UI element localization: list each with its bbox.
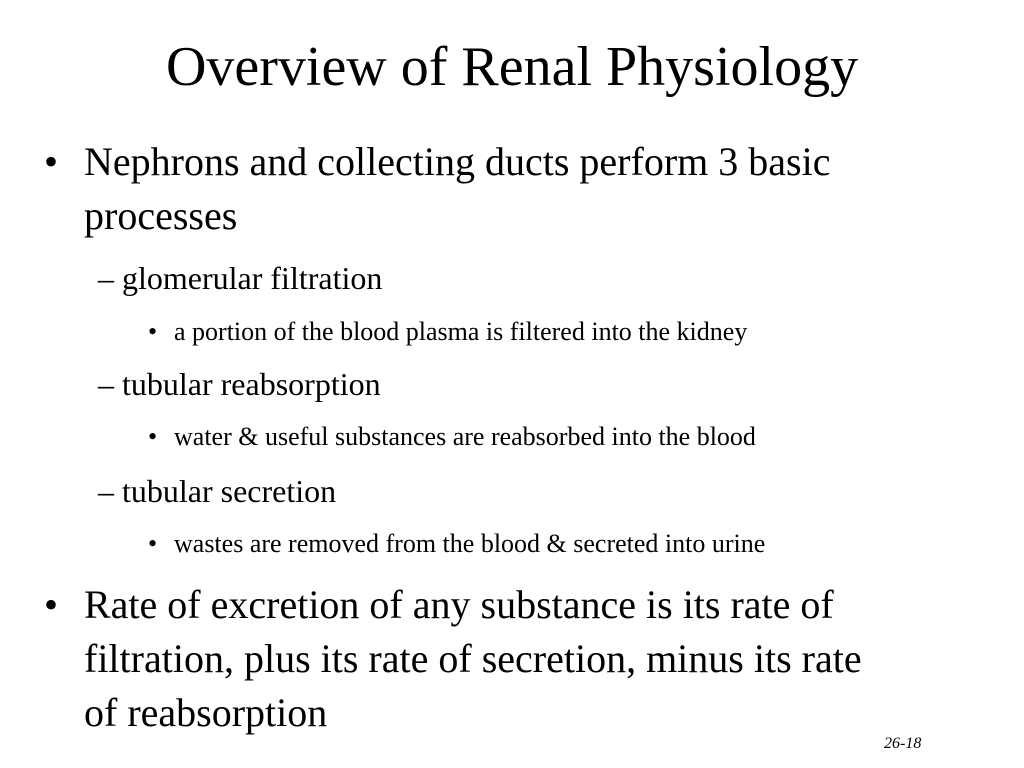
sub-bullet-label: glomerular filtration xyxy=(122,260,383,296)
bullet-text-line: Nephrons and collecting ducts perform 3 basic xyxy=(84,139,831,184)
sub-bullet-glomerular-filtration xyxy=(98,258,382,298)
dash-marker: – xyxy=(98,260,114,296)
dash-marker: – xyxy=(98,473,114,509)
bullet-marker: • xyxy=(44,139,59,184)
sub-bullet-tubular-secretion xyxy=(98,471,336,511)
detail-text: a portion of the blood plasma is filtered into the kidney xyxy=(174,317,748,346)
bullet-text-line: of reabsorption xyxy=(84,690,328,735)
dash-marker: – xyxy=(98,366,114,402)
bullet-marker: • xyxy=(148,529,158,558)
bullet-text-line: processes xyxy=(84,193,238,238)
bullet-marker: • xyxy=(44,582,59,627)
bullet-text-line: filtration, plus its rate of secretion, minus its rate xyxy=(84,636,862,681)
sub-bullet-label: tubular secretion xyxy=(122,473,337,509)
bullet-text-line: Rate of excretion of any substance is its rate of xyxy=(84,582,834,627)
sub-bullet-tubular-reabsorption xyxy=(98,364,381,404)
bullet-marker: • xyxy=(148,422,158,451)
slide-title: Overview of Renal Physiology xyxy=(165,36,859,98)
detail-text: wastes are removed from the blood & secreted into urine xyxy=(174,529,766,558)
sub-bullet-label: tubular reabsorption xyxy=(122,366,381,402)
bullet-marker: • xyxy=(148,317,158,346)
detail-text: water & useful substances are reabsorbed into the blood xyxy=(174,422,756,451)
slide-number: 26-18 xyxy=(884,735,922,752)
